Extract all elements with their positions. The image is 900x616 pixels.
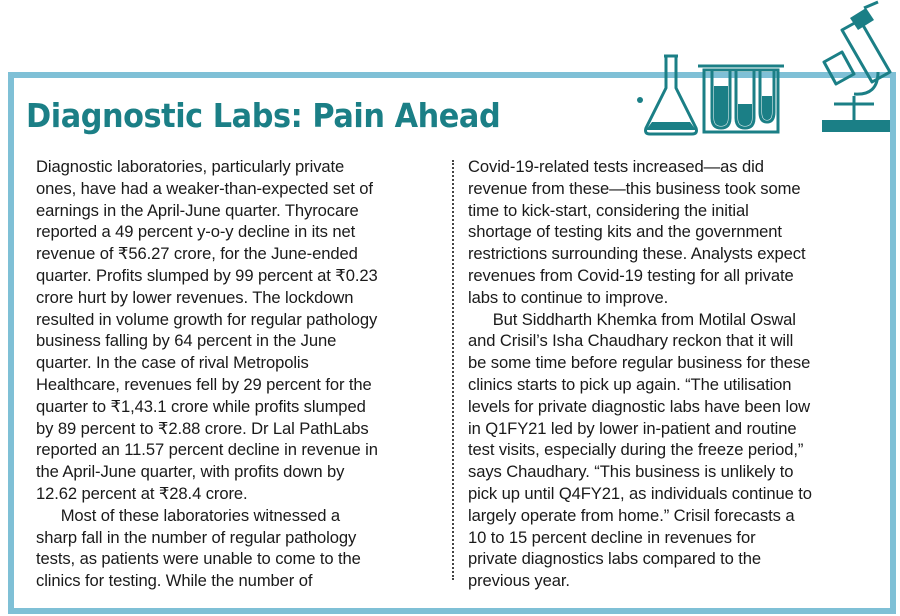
text-line: revenues from Covid-19 testing for all private — [468, 265, 794, 285]
text-line: But Siddharth Khemka from Motilal Oswal — [468, 309, 796, 329]
text-line: clinics starts to pick up again. “The utilisation — [468, 374, 792, 394]
flask-icon — [637, 56, 697, 134]
text-line: quarter to ₹1,43.1 crore while profits slumped — [36, 396, 366, 416]
text-line: largely operate from home.” Crisil forecasts a — [468, 505, 795, 525]
test-tubes-icon — [698, 66, 784, 132]
text-line: time to kick-start, considering the initial — [468, 200, 749, 220]
text-line: levels for private diagnostic labs have been low — [468, 396, 811, 416]
text-line: resulted in volume growth for regular pathology — [36, 309, 378, 329]
text-line: be some time before regular business for these — [468, 353, 811, 373]
text-line: pick up until Q4FY21, as individuals continue to — [468, 483, 812, 503]
text-line: quarter. In the case of rival Metropolis — [36, 353, 309, 373]
text-line: previous year. — [468, 571, 570, 591]
text-line: Healthcare, revenues fell by 29 percent for the — [36, 374, 372, 394]
text-line: revenue of ₹56.27 crore, for the June-ended — [36, 244, 358, 264]
text-line: clinics for testing. While the number of — [36, 571, 313, 591]
article-column-right — [468, 156, 876, 591]
text-line: the April-June quarter, with profits down by — [36, 462, 345, 482]
text-line: and Crisil’s Isha Chaudhary reckon that it will — [468, 331, 794, 351]
text-line: restrictions surrounding these. Analysts expect — [468, 244, 806, 264]
text-line: revenue from these—this business took some — [468, 178, 801, 198]
text-line: Most of these laboratories witnessed a — [36, 505, 341, 525]
text-line: crore hurt by lower revenues. The lockdown — [36, 287, 354, 307]
text-line: ones, have had a weaker-than-expected set of — [36, 178, 373, 198]
text-line: Diagnostic laboratories, particularly private — [36, 157, 345, 176]
text-line: shortage of testing kits and the government — [468, 222, 782, 242]
text-line: 10 to 15 percent decline in revenues for — [468, 527, 756, 547]
text-line: in Q1FY21 led by lower in-patient and routine — [468, 418, 797, 438]
text-line: sharp fall in the number of regular pathology — [36, 527, 357, 547]
microscope-icon — [822, 2, 890, 132]
text-line: private diagnostics labs compared to the — [468, 549, 762, 569]
text-line: test visits, especially during the freeze period,” — [468, 440, 804, 460]
text-line: labs to continue to improve. — [468, 287, 669, 307]
text-line: by 89 percent to ₹2.88 crore. Dr Lal PathLabs — [36, 418, 369, 438]
article-column-left — [36, 156, 440, 591]
text-line: says Chaudhary. “This business is unlikely to — [468, 462, 794, 482]
text-line: 12.62 percent at ₹28.4 crore. — [36, 483, 248, 503]
text-line: quarter. Profits slumped by 99 percent at ₹0.23 — [36, 265, 378, 285]
text-line: earnings in the April-June quarter. Thyrocare — [36, 200, 359, 220]
article-title: Diagnostic Labs: Pain Ahead — [26, 96, 501, 135]
text-line: reported a 49 percent y-o-y decline in its net — [36, 222, 356, 242]
text-line: reported an 11.57 percent decline in revenue in — [36, 440, 378, 460]
lab-illustration — [628, 0, 900, 140]
column-divider — [452, 160, 454, 580]
text-line: business falling by 64 percent in the June — [36, 331, 337, 351]
text-line: Covid-19-related tests increased—as did — [468, 157, 764, 176]
text-line: tests, as patients were unable to come to the — [36, 549, 361, 569]
